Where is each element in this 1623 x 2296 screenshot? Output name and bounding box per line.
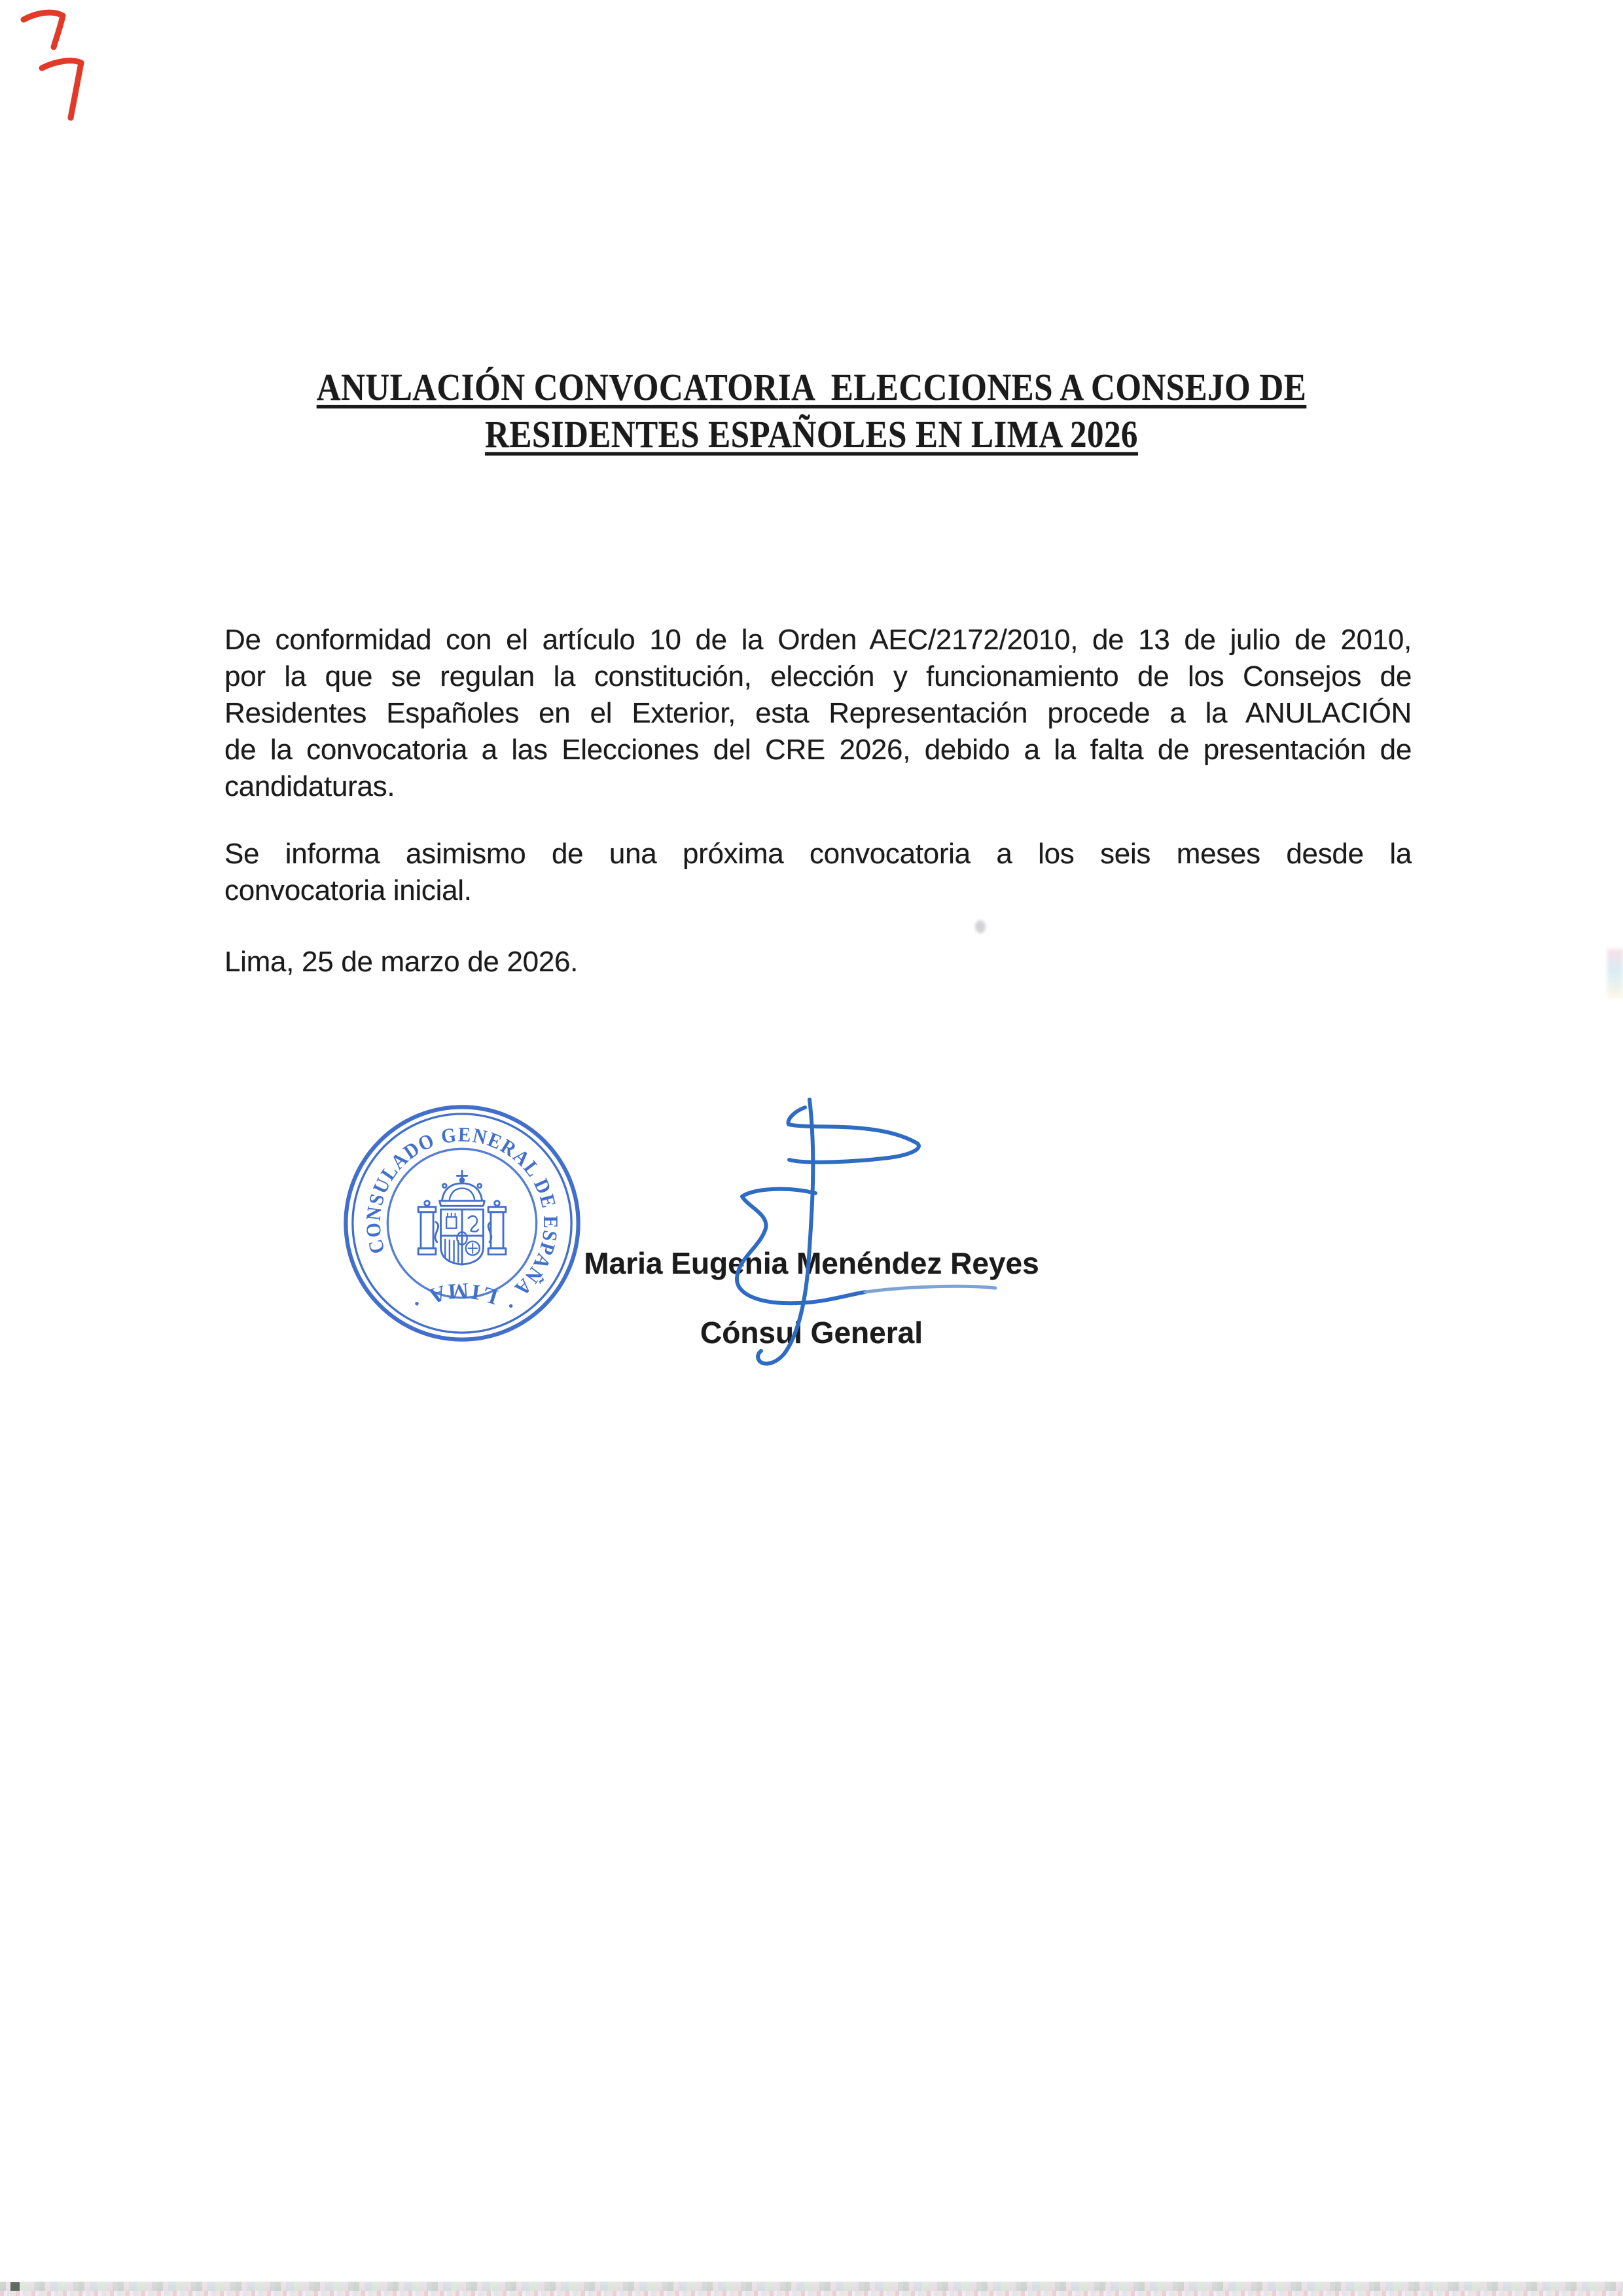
consulate-seal-icon [337,1098,587,1348]
paragraph-line: de la convocatoria a las Elecciones del CRE 2026, debido a la falta de presentación de [224,734,1412,766]
scan-artifact-dot [975,920,986,933]
coat-of-arms-icon [418,1171,506,1265]
red-pen-marks [24,12,81,118]
paragraph-2 [224,836,1412,909]
paragraph-line: candidaturas. [224,770,395,802]
seal-arc-text: CONSULADO GENERAL DE ESPAÑA [361,1122,563,1302]
consulate-stamp [337,1098,587,1348]
signer-name: Maria Eugenia Menéndez Reyes [584,1246,1039,1280]
document-title-line-1: ANULACIÓN CONVOCATORIA ELECCIONES A CONSEJO DE [316,366,1307,408]
paragraph-line: convocatoria inicial. [224,874,472,906]
document-title [98,364,1525,458]
date-line: Lima, 25 de marzo de 2026. [224,946,579,978]
scanner-noise-strip [0,2282,1623,2291]
paragraph-line: Residentes Españoles en el Exterior, esta Representación procede a la ANULACIÓN [224,697,1412,729]
paragraph-line: Se informa asimismo de una próxima convocatoria a los seis meses desde la [224,838,1412,870]
paragraph-line: por la que se regulan la constitución, elección y funcionamiento de los Consejos de [224,660,1412,692]
signer-title: Cónsul General [700,1316,923,1350]
scanner-noise-strip-lower [0,2291,1623,2296]
paragraph-1 [224,622,1412,805]
seal-bottom-text: · LIMA · [403,1278,521,1318]
paragraph-line: De conformidad con el artículo 10 de la Orden AEC/2172/2010, de 13 de julio de 2010, [224,624,1412,656]
scan-artifact-smudge [1607,949,1623,999]
document-title-line-2: RESIDENTES ESPAÑOLES EN LIMA 2026 [485,413,1138,456]
scan-artifact-tick [10,2282,20,2291]
